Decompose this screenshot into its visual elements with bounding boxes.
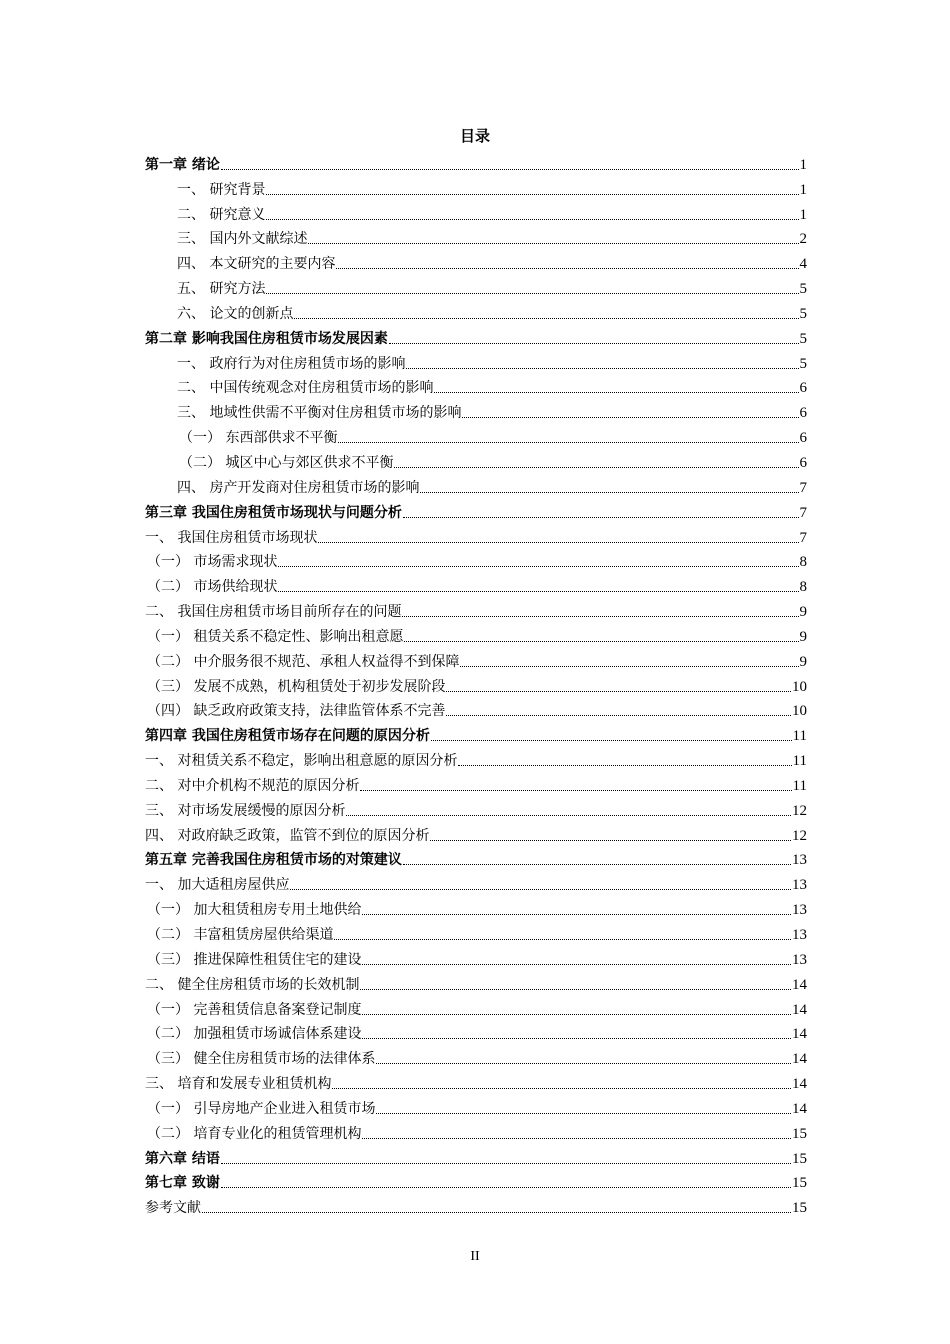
toc-entry-page: 1 bbox=[799, 206, 807, 223]
toc-entry-number: （二） bbox=[147, 1125, 194, 1142]
dot-leader bbox=[446, 715, 791, 716]
toc-entry-number: （二） bbox=[147, 653, 194, 670]
toc-entry-label: 缺乏政府政策支持，法律监管体系不完善 bbox=[193, 703, 446, 720]
toc-entry-number: （一） bbox=[147, 1001, 194, 1018]
toc-entry-number: （三） bbox=[147, 678, 194, 695]
toc-entry[interactable] bbox=[145, 746, 807, 771]
toc-entry-number: 六、 bbox=[177, 305, 210, 322]
toc-entry[interactable] bbox=[145, 523, 807, 548]
dot-leader bbox=[278, 566, 798, 567]
toc-entry-page: 5 bbox=[799, 330, 807, 347]
toc-entry[interactable] bbox=[145, 796, 807, 821]
toc-entry-page: 13 bbox=[792, 951, 807, 968]
toc-entry-number: 二、 bbox=[177, 206, 210, 223]
toc-entry-page: 8 bbox=[799, 554, 807, 571]
dot-leader bbox=[362, 964, 791, 965]
toc-entry-label: 研究背景 bbox=[209, 181, 266, 198]
toc-entry-page: 9 bbox=[799, 604, 807, 621]
toc-entry-label: 我国住房租赁市场现状 bbox=[177, 529, 318, 546]
toc-entry-label: 政府行为对住房租赁市场的影响 bbox=[209, 355, 406, 372]
dot-leader bbox=[420, 492, 798, 493]
dot-leader bbox=[336, 268, 798, 269]
toc-title: 目录 bbox=[459, 127, 490, 145]
toc-entry[interactable] bbox=[145, 1144, 807, 1169]
toc-entry-page: 14 bbox=[792, 1076, 807, 1093]
toc-entry-page: 6 bbox=[799, 430, 807, 447]
toc-entry-number: （一） bbox=[147, 554, 194, 571]
dot-leader bbox=[266, 293, 798, 294]
toc-entry[interactable] bbox=[145, 225, 807, 250]
page-number-footer: II bbox=[470, 1249, 480, 1264]
toc-entry-number: （一） bbox=[147, 628, 194, 645]
toc-entry-label: 加大适租房屋供应 bbox=[177, 877, 290, 894]
toc-entry[interactable] bbox=[145, 498, 807, 523]
toc-entry[interactable] bbox=[145, 870, 807, 895]
toc-entry-label: 发展不成熟，机构租赁处于初步发展阶段 bbox=[193, 678, 446, 695]
toc-entry-page: 5 bbox=[799, 281, 807, 298]
toc-entry-number: （三） bbox=[147, 951, 194, 968]
toc-entry-number: （二） bbox=[147, 1026, 194, 1043]
toc-entry-page: 14 bbox=[792, 1026, 807, 1043]
toc-entry-page: 14 bbox=[792, 1001, 807, 1018]
toc-entry-number: 四、 bbox=[145, 827, 178, 844]
toc-entry-page: 6 bbox=[799, 454, 807, 471]
dot-leader bbox=[221, 1163, 791, 1164]
toc-entry-number: 三、 bbox=[177, 231, 210, 248]
dot-leader bbox=[334, 939, 791, 940]
toc-entry-label: 房产开发商对住房租赁市场的影响 bbox=[209, 479, 420, 496]
toc-entry[interactable] bbox=[145, 970, 807, 995]
toc-entry-label: 参考文献 bbox=[145, 1200, 201, 1217]
toc-entry-page: 8 bbox=[799, 579, 807, 596]
toc-entry[interactable] bbox=[145, 1020, 807, 1045]
dot-leader bbox=[376, 1063, 791, 1064]
dot-leader bbox=[403, 517, 799, 518]
toc-entry-number: 第六章 bbox=[145, 1150, 192, 1167]
dot-leader bbox=[318, 542, 798, 543]
dot-leader bbox=[221, 1187, 791, 1188]
toc-entry-number: 四、 bbox=[177, 256, 210, 273]
toc-entry-page: 12 bbox=[792, 827, 807, 844]
toc-entry[interactable] bbox=[145, 597, 807, 622]
toc-entry-label: 推进保障性租赁住宅的建设 bbox=[193, 951, 362, 968]
toc-entry-number: 第二章 bbox=[145, 330, 192, 347]
toc-entry-page: 7 bbox=[799, 529, 807, 546]
toc-entry-page: 5 bbox=[799, 305, 807, 322]
toc-entry-label: 国内外文献综述 bbox=[209, 231, 308, 248]
toc-entry-label: 完善我国住房租赁市场的对策建议 bbox=[191, 852, 402, 869]
toc-entry-label: 市场需求现状 bbox=[193, 554, 278, 571]
dot-leader bbox=[308, 243, 798, 244]
toc-entry[interactable] bbox=[145, 920, 807, 945]
dot-leader bbox=[290, 889, 791, 890]
toc-entry-page: 11 bbox=[792, 777, 807, 794]
toc-entry[interactable] bbox=[145, 1119, 807, 1144]
toc-entry-number: （一） bbox=[147, 1100, 194, 1117]
toc-entry[interactable] bbox=[145, 995, 807, 1020]
toc-entry-number: 一、 bbox=[145, 877, 178, 894]
dot-leader bbox=[394, 467, 798, 468]
dot-leader bbox=[266, 194, 798, 195]
toc-entry[interactable] bbox=[145, 1069, 807, 1094]
toc-entry-number: 第三章 bbox=[145, 504, 192, 521]
toc-entry[interactable] bbox=[145, 1044, 807, 1069]
toc-entry-number: 第一章 bbox=[145, 156, 192, 173]
toc-entry-label: 我国住房租赁市场存在问题的原因分析 bbox=[191, 728, 430, 745]
toc-entry-label: 研究方法 bbox=[209, 281, 266, 298]
toc-entry[interactable] bbox=[145, 697, 807, 722]
toc-entry-label: 培育和发展专业租赁机构 bbox=[177, 1076, 332, 1093]
toc-entry[interactable] bbox=[145, 647, 807, 672]
toc-entry-number: 三、 bbox=[145, 802, 178, 819]
dot-leader bbox=[338, 442, 798, 443]
toc-entry-label: 中介服务很不规范、承租人权益得不到保障 bbox=[193, 653, 460, 670]
toc-entry[interactable] bbox=[145, 324, 807, 349]
dot-leader bbox=[266, 219, 798, 220]
toc-entry-page: 9 bbox=[799, 628, 807, 645]
dot-leader bbox=[360, 989, 791, 990]
toc-entry[interactable] bbox=[145, 398, 807, 423]
toc-entry-label: 本文研究的主要内容 bbox=[209, 256, 336, 273]
toc-entry-number: 一、 bbox=[145, 529, 178, 546]
toc-entry-page: 14 bbox=[792, 1100, 807, 1117]
toc-entry[interactable] bbox=[145, 945, 807, 970]
toc-entry[interactable] bbox=[145, 274, 807, 299]
toc-entry[interactable] bbox=[145, 672, 807, 697]
toc-entry[interactable] bbox=[145, 846, 807, 871]
dot-leader bbox=[446, 691, 791, 692]
dot-leader bbox=[202, 1212, 791, 1213]
toc-entry-page: 14 bbox=[792, 1051, 807, 1068]
dot-leader bbox=[362, 1038, 791, 1039]
toc-entry-label: 加大租赁租房专用土地供给 bbox=[193, 902, 362, 919]
dot-leader bbox=[346, 815, 791, 816]
toc-entry-label: 对中介机构不规范的原因分析 bbox=[177, 777, 360, 794]
toc-entry[interactable] bbox=[145, 299, 807, 324]
dot-leader bbox=[294, 318, 798, 319]
toc-entry-label: 健全住房租赁市场的法律体系 bbox=[193, 1051, 376, 1068]
toc-entry-label: 致谢 bbox=[191, 1175, 220, 1192]
toc-entry[interactable] bbox=[145, 895, 807, 920]
toc-entry-page: 1 bbox=[799, 156, 807, 173]
toc-entry-page: 4 bbox=[799, 256, 807, 273]
dot-leader bbox=[221, 169, 799, 170]
dot-leader bbox=[403, 864, 791, 865]
toc-entry-label: 对租赁关系不稳定，影响出租意愿的原因分析 bbox=[177, 753, 458, 770]
toc-entry-label: 对政府缺乏政策，监管不到位的原因分析 bbox=[177, 827, 430, 844]
toc-entry-page: 9 bbox=[799, 653, 807, 670]
toc-entry-number: 二、 bbox=[177, 380, 210, 397]
toc-entry[interactable] bbox=[145, 721, 807, 746]
dot-leader bbox=[430, 840, 791, 841]
toc-entry-page: 15 bbox=[792, 1200, 807, 1217]
dot-leader bbox=[434, 392, 798, 393]
toc-entry[interactable] bbox=[145, 1193, 807, 1218]
toc-entry-label: 培育专业化的租赁管理机构 bbox=[193, 1125, 362, 1142]
toc-entry-number: 五、 bbox=[177, 281, 210, 298]
toc-entry-page: 13 bbox=[792, 852, 807, 869]
toc-entry-label: 租赁关系不稳定性、影响出租意愿 bbox=[193, 628, 404, 645]
toc-entry-label: 对市场发展缓慢的原因分析 bbox=[177, 802, 346, 819]
toc-entry-label: 我国住房租赁市场目前所存在的问题 bbox=[177, 604, 402, 621]
toc-entry[interactable] bbox=[145, 1094, 807, 1119]
toc-entry-label: 引导房地产企业进入租赁市场 bbox=[193, 1100, 376, 1117]
toc-entry-page: 10 bbox=[792, 703, 807, 720]
dot-leader bbox=[458, 765, 791, 766]
dot-leader bbox=[404, 641, 798, 642]
toc-entry-number: 第四章 bbox=[145, 728, 192, 745]
dot-leader bbox=[332, 1088, 791, 1089]
toc-entry-number: （四） bbox=[147, 703, 194, 720]
toc-entry[interactable] bbox=[145, 622, 807, 647]
dot-leader bbox=[362, 1138, 791, 1139]
toc-entry-label: 完善租赁信息备案登记制度 bbox=[193, 1001, 362, 1018]
toc-entry-page: 11 bbox=[792, 728, 807, 745]
toc-entry-number: 二、 bbox=[145, 976, 178, 993]
toc-entry-label: 加强租赁市场诚信体系建设 bbox=[193, 1026, 362, 1043]
dot-leader bbox=[362, 1014, 791, 1015]
toc-entry-number: 二、 bbox=[145, 604, 178, 621]
toc-entry-label: 影响我国住房租赁市场发展因素 bbox=[191, 330, 388, 347]
dot-leader bbox=[362, 914, 791, 915]
table-of-contents bbox=[145, 150, 807, 1218]
toc-entry-page: 1 bbox=[799, 181, 807, 198]
toc-entry-page: 13 bbox=[792, 902, 807, 919]
dot-leader bbox=[376, 1113, 791, 1114]
toc-entry-label: 健全住房租赁市场的长效机制 bbox=[177, 976, 360, 993]
toc-entry-number: （二） bbox=[147, 927, 194, 943]
toc-entry[interactable] bbox=[145, 448, 807, 473]
toc-entry-label: 结语 bbox=[191, 1150, 220, 1167]
toc-entry-page: 13 bbox=[792, 877, 807, 894]
toc-entry-number: 一、 bbox=[177, 181, 210, 198]
toc-entry[interactable] bbox=[145, 473, 807, 498]
toc-entry-label: 我国住房租赁市场现状与问题分析 bbox=[191, 504, 402, 521]
toc-entry-number: 第七章 bbox=[145, 1175, 192, 1192]
toc-entry-number: 一、 bbox=[145, 753, 178, 770]
dot-leader bbox=[402, 616, 798, 617]
toc-entry-page: 10 bbox=[792, 678, 807, 695]
toc-entry[interactable] bbox=[145, 821, 807, 846]
toc-entry[interactable] bbox=[145, 374, 807, 399]
toc-entry-number: 第五章 bbox=[145, 852, 192, 869]
toc-entry[interactable] bbox=[145, 200, 807, 225]
dot-leader bbox=[460, 666, 798, 667]
toc-entry[interactable] bbox=[145, 572, 807, 597]
dot-leader bbox=[278, 591, 798, 592]
toc-entry[interactable] bbox=[145, 349, 807, 374]
toc-entry-page: 11 bbox=[792, 753, 807, 770]
toc-entry[interactable] bbox=[145, 771, 807, 796]
toc-entry[interactable] bbox=[145, 249, 807, 274]
toc-entry-number: 一、 bbox=[177, 355, 210, 372]
toc-entry-page: 14 bbox=[792, 976, 807, 993]
dot-leader bbox=[462, 417, 798, 418]
toc-entry-number: 二、 bbox=[145, 777, 178, 794]
toc-entry-page: 6 bbox=[799, 405, 807, 422]
toc-entry-label: 中国传统观念对住房租赁市场的影响 bbox=[209, 380, 434, 397]
toc-entry-number: （二） bbox=[179, 454, 226, 471]
dot-leader bbox=[360, 790, 791, 791]
toc-entry-number: （二） bbox=[147, 579, 194, 596]
toc-entry[interactable] bbox=[145, 175, 807, 200]
toc-entry-page: 15 bbox=[792, 1175, 807, 1192]
toc-entry-label: 地域性供需不平衡对住房租赁市场的影响 bbox=[209, 405, 462, 422]
toc-entry-label: 城区中心与郊区供求不平衡 bbox=[225, 454, 394, 471]
toc-entry-label: 东西部供求不平衡 bbox=[225, 430, 338, 447]
dot-leader bbox=[431, 740, 792, 741]
toc-entry-label: 论文的创新点 bbox=[209, 305, 294, 322]
toc-entry-number: 三、 bbox=[177, 405, 210, 422]
toc-entry-page: 13 bbox=[792, 927, 807, 943]
toc-entry-label: 市场供给现状 bbox=[193, 579, 278, 596]
toc-entry-page: 6 bbox=[799, 380, 807, 397]
toc-entry-page: 7 bbox=[799, 504, 807, 521]
toc-entry[interactable] bbox=[145, 423, 807, 448]
toc-entry-number: （一） bbox=[147, 902, 194, 919]
toc-entry[interactable] bbox=[145, 1169, 807, 1194]
toc-entry-page: 7 bbox=[799, 479, 807, 496]
toc-entry-number: 四、 bbox=[177, 479, 210, 496]
toc-entry-page: 15 bbox=[792, 1150, 807, 1167]
toc-entry-page: 12 bbox=[792, 802, 807, 819]
dot-leader bbox=[389, 343, 799, 344]
toc-entry-page: 15 bbox=[792, 1125, 807, 1142]
toc-entry-label: 绪论 bbox=[191, 156, 220, 173]
toc-entry-number: （三） bbox=[147, 1051, 194, 1068]
toc-entry-label: 研究意义 bbox=[209, 206, 266, 223]
dot-leader bbox=[406, 368, 798, 369]
toc-entry-page: 2 bbox=[799, 231, 807, 248]
toc-entry-number: （一） bbox=[179, 430, 226, 447]
toc-entry-number: 三、 bbox=[145, 1076, 178, 1093]
toc-entry[interactable] bbox=[145, 548, 807, 573]
toc-entry-page: 5 bbox=[799, 355, 807, 372]
toc-entry[interactable] bbox=[145, 150, 807, 175]
toc-entry-label: 丰富租赁房屋供给渠道 bbox=[193, 927, 334, 943]
